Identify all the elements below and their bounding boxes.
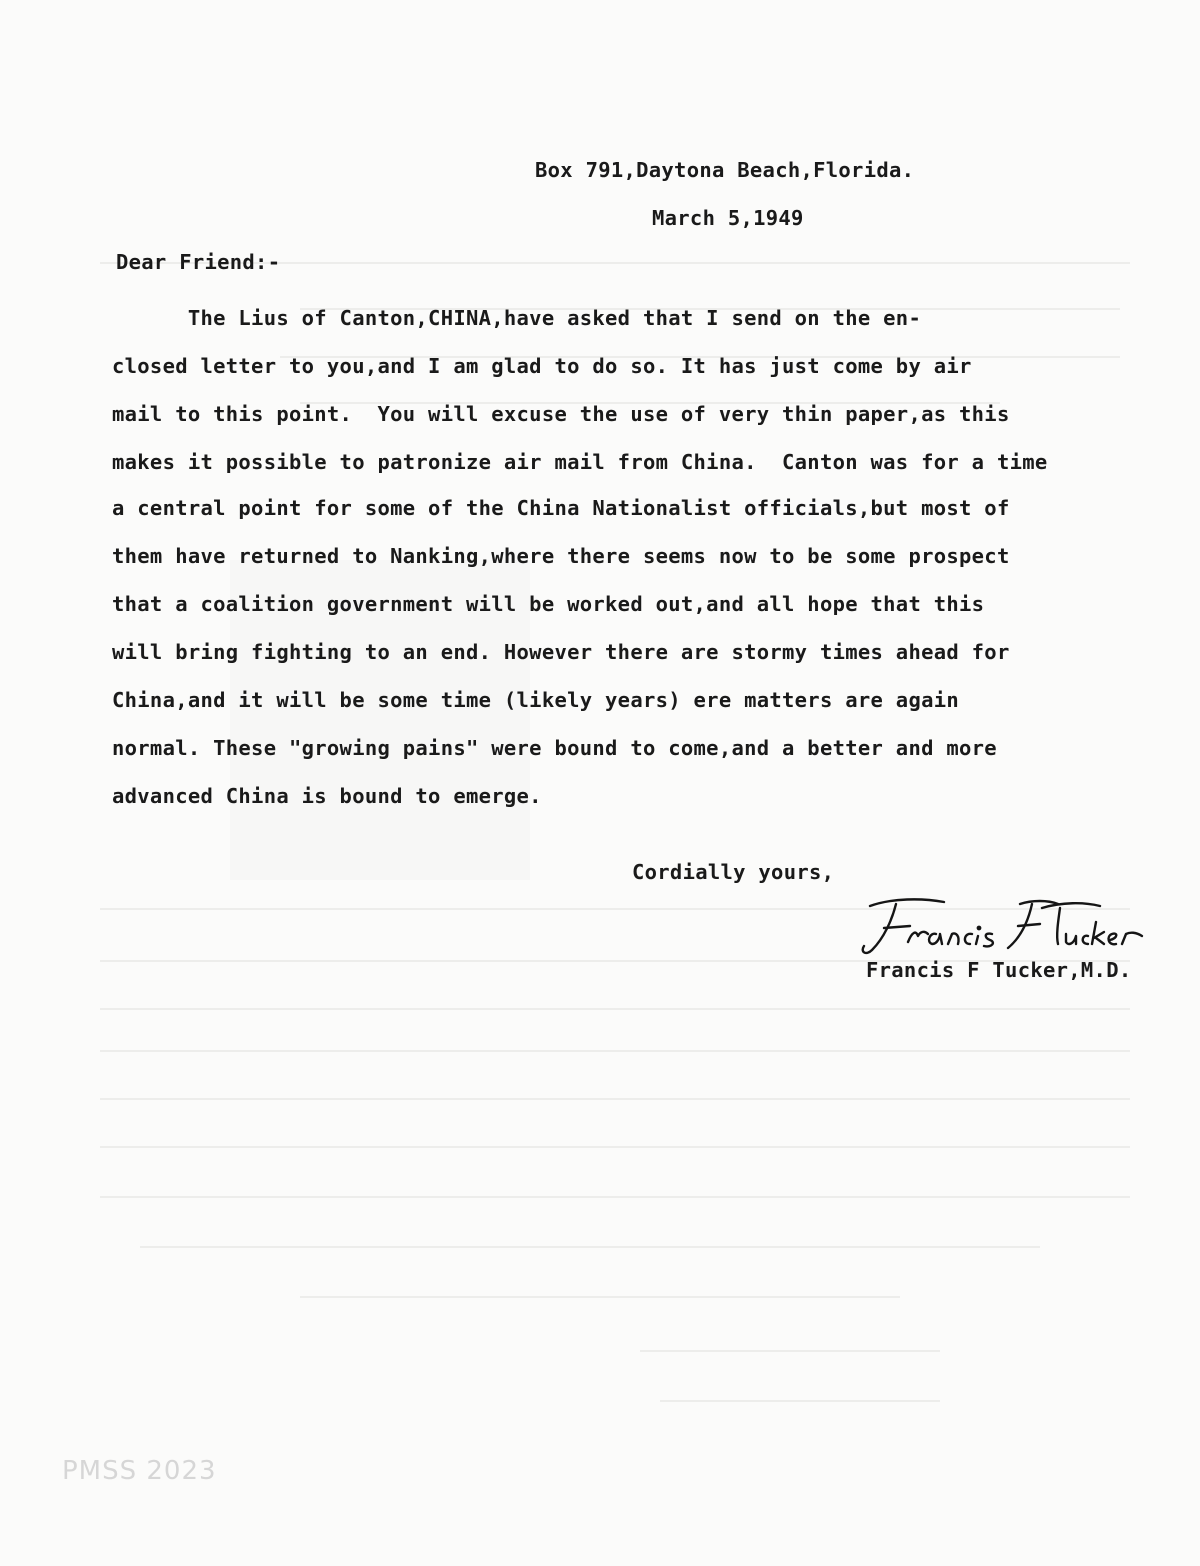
body-line: The Lius of Canton,CHINA,have asked that I send on the en- — [112, 306, 922, 330]
body-line: them have returned to Nanking,where there seems now to be some prospect — [112, 544, 1010, 568]
body-line: that a coalition government will be worked out,and all hope that this — [112, 592, 985, 616]
bleed-through-line — [660, 1400, 940, 1402]
body-line: closed letter to you,and I am glad to do so. It has just come by air — [112, 354, 972, 378]
sender-address: Box 791,Daytona Beach,Florida. — [535, 158, 915, 182]
bleed-through-line — [100, 1008, 1130, 1010]
body-line: mail to this point. You will excuse the use of very thin paper,as this — [112, 402, 1010, 426]
body-line: will bring fighting to an end. However there are stormy times ahead for — [112, 640, 1010, 664]
bleed-through-line — [100, 1050, 1130, 1052]
closing: Cordially yours, — [632, 860, 835, 884]
signer-name: Francis F Tucker,M.D. — [866, 958, 1132, 982]
bleed-through-line — [300, 1296, 900, 1298]
bleed-through-line — [640, 1350, 940, 1352]
body-line: makes it possible to patronize air mail from China. Canton was for a time — [112, 450, 1048, 474]
bleed-through-line — [100, 1146, 1130, 1148]
letter-date: March 5,1949 — [652, 206, 804, 230]
body-line: normal. These "growing pains" were bound to come,and a better and more — [112, 736, 997, 760]
body-line: a central point for some of the China Nationalist officials,but most of — [112, 496, 1010, 520]
bleed-through-line — [140, 1246, 1040, 1248]
body-line: China,and it will be some time (likely years) ere matters are again — [112, 688, 960, 712]
body-line: advanced China is bound to emerge. — [112, 784, 542, 808]
archive-watermark: PMSS 2023 — [62, 1456, 217, 1486]
bleed-through-line — [100, 1098, 1130, 1100]
handwritten-signature — [852, 892, 1152, 962]
salutation: Dear Friend:- — [116, 250, 281, 274]
bleed-through-line — [100, 1196, 1130, 1198]
